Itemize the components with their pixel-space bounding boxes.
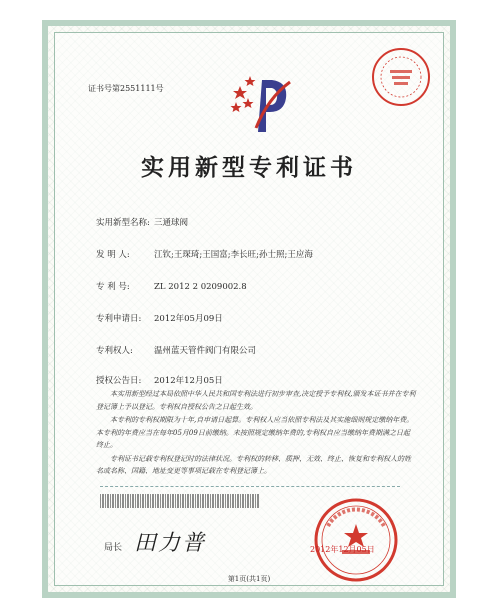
field-label: 授权公告日: [96,376,142,386]
field-label: 实用新型名称: [96,218,150,228]
cert-number-value: 2551111 [120,84,156,93]
field-patentee [96,344,256,356]
patent-office-logo-icon [228,68,298,138]
seal-date: 2012年12月05日 [310,545,375,554]
top-round-stamp-icon [370,46,432,108]
signature-label: 局长 [104,543,123,553]
barcode-icon [100,494,260,508]
field-label: 专利申请日: [96,314,142,324]
signature-name: 田力普 [134,531,207,556]
body-paragraph-2: 本专利的专利权期限为十年,自申请日起算。专利权人应当依照专利法及其实施细则规定缴纳年费。本专利的年费应当在每年05月09日前缴纳。未按照规定缴纳年费的,专利权自应当缴纳年费期满之日起终止。 [96,416,414,449]
body-paragraph-3: 专利证书记载专利权登记时的法律状况。专利权的转移、质押、无效、终止、恢复和专利权人的姓名或名称、国籍、地址变更等事项记载在专利登记簿上。 [96,454,411,475]
certificate-title: 实用新型专利证书 [141,154,357,181]
field-patent-number [96,280,247,292]
body-paragraph-1: 本实用新型经过本局依照中华人民共和国专利法进行初步审查,决定授予专利权,颁发本证书并在专利登记簿上予以登记。专利权自授权公告之日起生效。 [96,390,416,411]
certificate-number [88,83,164,94]
field-label: 发 明 人: [96,250,130,260]
page-footer: 第1页(共1页) [227,575,271,583]
field-value: 2012年12月05日 [154,376,223,386]
cert-number-suffix: 号 [155,84,164,93]
field-label: 专利权人: [96,346,133,356]
certificate-frame [42,20,456,598]
field-inventors [96,248,313,260]
field-value: 三通球阀 [154,218,189,228]
field-application-date [96,312,223,324]
field-value: 温州蓝天管件阀门有限公司 [154,346,257,356]
field-value: ZL 2012 2 0209002.8 [154,282,247,292]
field-value: 江钦;王琛琦;王国富;李长旺;孙士照;王应海 [154,250,313,260]
divider [100,486,400,487]
field-grant-date [96,374,223,386]
cert-number-label: 证书号第 [88,84,120,93]
field-label: 专 利 号: [96,282,130,292]
certificate-body [96,388,416,479]
official-seal-icon [306,496,406,586]
field-value: 2012年05月09日 [154,314,223,324]
field-utility-name [96,216,188,228]
